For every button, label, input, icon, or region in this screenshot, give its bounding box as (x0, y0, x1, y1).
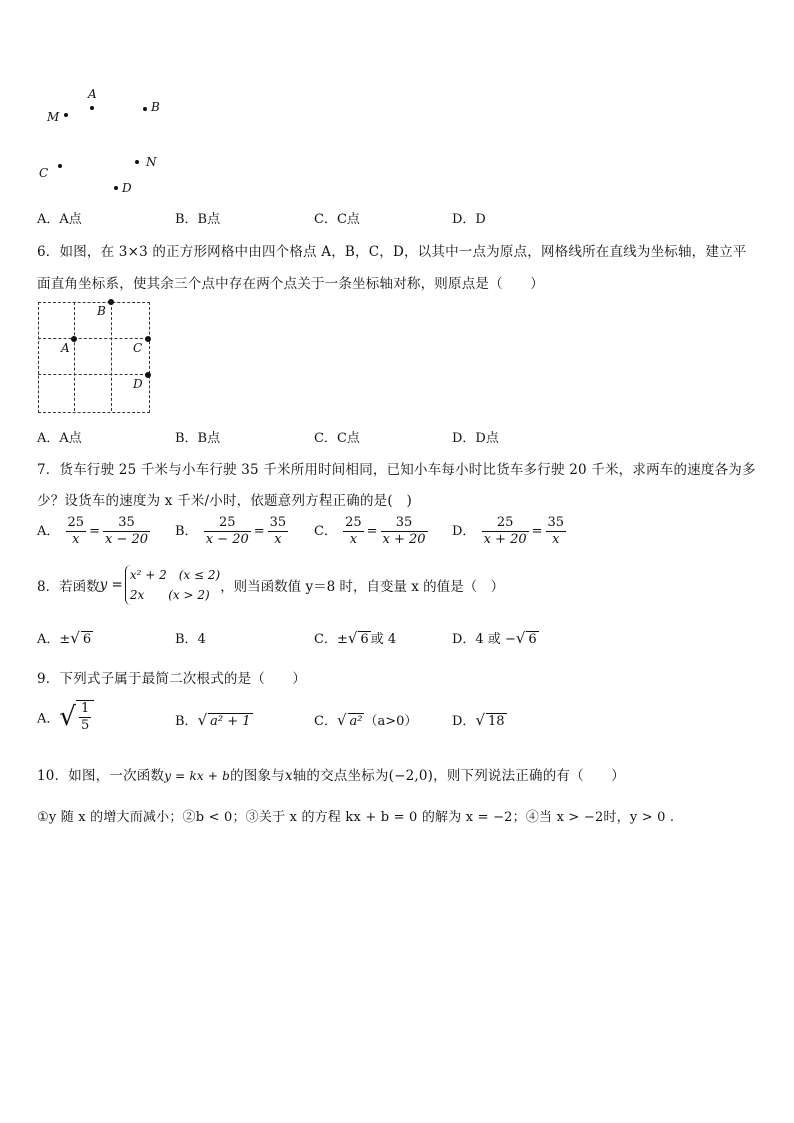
q10-statements: ①y 随 x 的增大而减小；②b < 0；③关于 x 的方程 kx + b = 0 的解为 x = −2；④当 x > −2时，y > 0 . (37, 810, 675, 825)
q7c-den2: x + 20 (382, 532, 426, 547)
q10-suffix: ，则下列说法正确的有（ ） (433, 768, 625, 784)
q8-option-c-text: C．± (314, 632, 348, 647)
q8-option-d-radicand: 6 (528, 632, 537, 647)
point-label-a: A (88, 87, 97, 101)
q7c-den1: x (349, 532, 358, 547)
grid-label-a: A (61, 341, 70, 355)
point-label-b: B (151, 100, 160, 114)
q7d-equals: = (531, 524, 543, 539)
q9-option-b[interactable]: B．√ a² + 1 (175, 711, 251, 729)
q6-stem-line1: 6．如图，在 3×3 的正方形网格中由四个格点 A，B，C，D，以其中一点为原点，网格线所在直线为坐标轴，建立平 (37, 244, 747, 260)
q9-option-d[interactable]: D．√ 18 (452, 711, 505, 729)
q8-case2: 2x (x > 2) (129, 588, 210, 602)
q5-option-d[interactable]: D．D (452, 212, 486, 227)
q8-option-d-text: D．4 或 − (452, 632, 516, 647)
q7b-den2: x (274, 532, 282, 547)
q7c-num2: 35 (381, 515, 428, 532)
q7-option-a-label: A． (37, 524, 60, 539)
point-b-dot (143, 107, 147, 111)
q6-stem-line2: 面直角坐标系，使其余三个点中存在两个点关于一条坐标轴对称，则原点是（ ） (37, 276, 544, 292)
q9-option-a-label: A． (37, 711, 60, 727)
q7d-num2: 35 (547, 515, 565, 530)
grid-border (38, 302, 150, 413)
q7-option-d[interactable] (452, 515, 568, 548)
q7-option-c-label: C． (314, 524, 337, 539)
q9-option-c-radicand: a² (349, 714, 363, 729)
q10-xaxis: x (284, 768, 293, 784)
q9-stem: 9．下列式子属于最简二次根式的是（ ） (37, 671, 307, 687)
q7-option-b-label: B． (175, 524, 198, 539)
q7b-den1: x − 20 (205, 532, 249, 547)
grid-line-h1 (38, 338, 148, 339)
q8-prefix: 8．若函数 (37, 579, 100, 595)
q8-case1: x² + 2 (x ≤ 2) (129, 568, 221, 582)
q9-option-a[interactable]: A．√ $\frac{1}{5}$ (37, 700, 94, 734)
q10-prefix: 10．如图，一次函数 (37, 768, 165, 784)
q7-stem-line2: 少？设货车的速度为 x 千米/小时，依题意列方程正确的是( ) (37, 493, 412, 509)
point-label-m: M (47, 110, 60, 124)
q7-option-c[interactable] (314, 515, 430, 548)
grid-point-b-dot (108, 299, 114, 305)
q8-stem (37, 565, 504, 605)
q5-option-b[interactable]: B．B点 (175, 212, 221, 227)
q8-suffix: ，则当函数值 y＝8 时，自变量 x 的值是（ ） (220, 579, 505, 595)
q9a-den: 5 (80, 718, 90, 733)
q10-function: y = kx + b (164, 769, 231, 783)
point-a-dot (90, 106, 94, 110)
q7b-num1: 25 (204, 515, 251, 532)
q9-option-c-condition: （a>0） (364, 714, 418, 729)
q9a-num: 1 (80, 701, 90, 716)
q8-option-a-text: A．± (37, 632, 71, 647)
grid-label-b: B (97, 304, 106, 318)
q7d-den1: x + 20 (483, 532, 527, 547)
q7c-equals: = (366, 524, 378, 539)
point-n-dot (135, 160, 139, 164)
q7-stem-line1: 7．货车行驶 25 千米与小车行驶 35 千米所用时间相同，已知小车每小时比货车多行驶 20 千米，求两车的速度各为多 (37, 462, 756, 478)
q7-option-d-label: D． (452, 524, 476, 539)
q7-option-b[interactable] (175, 515, 290, 548)
q9-option-b-radicand: a² + 1 (210, 714, 251, 729)
q7a-num2: 35 (103, 515, 150, 532)
q7a-num1: 25 (67, 515, 85, 530)
q8-option-c-radicand: 6 (360, 632, 369, 647)
point-label-n: N (146, 155, 157, 169)
q10-stem (37, 764, 625, 784)
q9-option-d-radicand: 18 (488, 714, 505, 729)
q7d-num1: 25 (482, 515, 529, 532)
grid-point-d-dot (145, 372, 151, 378)
point-m-dot (64, 113, 68, 117)
q8-y: y = (99, 577, 123, 593)
q7d-den2: x (552, 532, 560, 547)
point-label-c: C (39, 166, 49, 180)
q6-option-a[interactable]: A．A点 (37, 431, 82, 446)
q7c-num1: 25 (345, 515, 362, 530)
q9-option-c[interactable]: C．√ a² （a>0） (314, 711, 418, 729)
q8-option-c-tail: 或 4 (370, 632, 397, 647)
q5-option-a[interactable]: A．A点 (37, 212, 82, 227)
q8-option-a-radicand: 6 (82, 632, 92, 647)
point-d-dot (114, 186, 118, 190)
q7b-num2: 35 (269, 515, 287, 530)
grid-line-v2 (111, 302, 112, 411)
grid-label-c: C (133, 341, 143, 355)
q10-coordinate: (−2,0) (388, 768, 434, 784)
q7-option-a[interactable] (37, 515, 152, 548)
q8-option-c[interactable]: C．±√ 6 或 4 (314, 629, 397, 647)
q7a-den2: x − 20 (104, 532, 149, 547)
q9-option-b-label: B． (175, 714, 198, 729)
q6-option-c[interactable]: C．C点 (314, 431, 360, 446)
q7a-equals: = (89, 524, 100, 539)
q10-mid2: 轴的交点坐标为 (292, 768, 389, 784)
grid-line-v1 (74, 302, 75, 411)
q8-option-b[interactable]: B．4 (175, 632, 206, 647)
grid-line-h2 (38, 374, 148, 375)
q6-option-b[interactable]: B．B点 (175, 431, 221, 446)
q7b-equals: = (253, 524, 265, 539)
q5-option-c[interactable]: C．C点 (314, 212, 360, 227)
q9-option-c-label: C． (314, 714, 337, 729)
q9-option-d-label: D． (452, 714, 476, 729)
q8-option-d[interactable]: D．4 或 −√ 6 (452, 629, 537, 647)
grid-point-c-dot (145, 336, 151, 342)
point-c-dot (58, 164, 62, 168)
point-label-d: D (122, 181, 132, 195)
grid-label-d: D (133, 377, 143, 391)
q6-option-d[interactable]: D．D点 (452, 431, 499, 446)
q10-mid: 的图象与 (230, 768, 285, 784)
grid-point-a-dot (71, 336, 77, 342)
q8-option-a[interactable]: A．±√ 6 (37, 629, 92, 647)
q7a-den1: x (72, 532, 80, 547)
